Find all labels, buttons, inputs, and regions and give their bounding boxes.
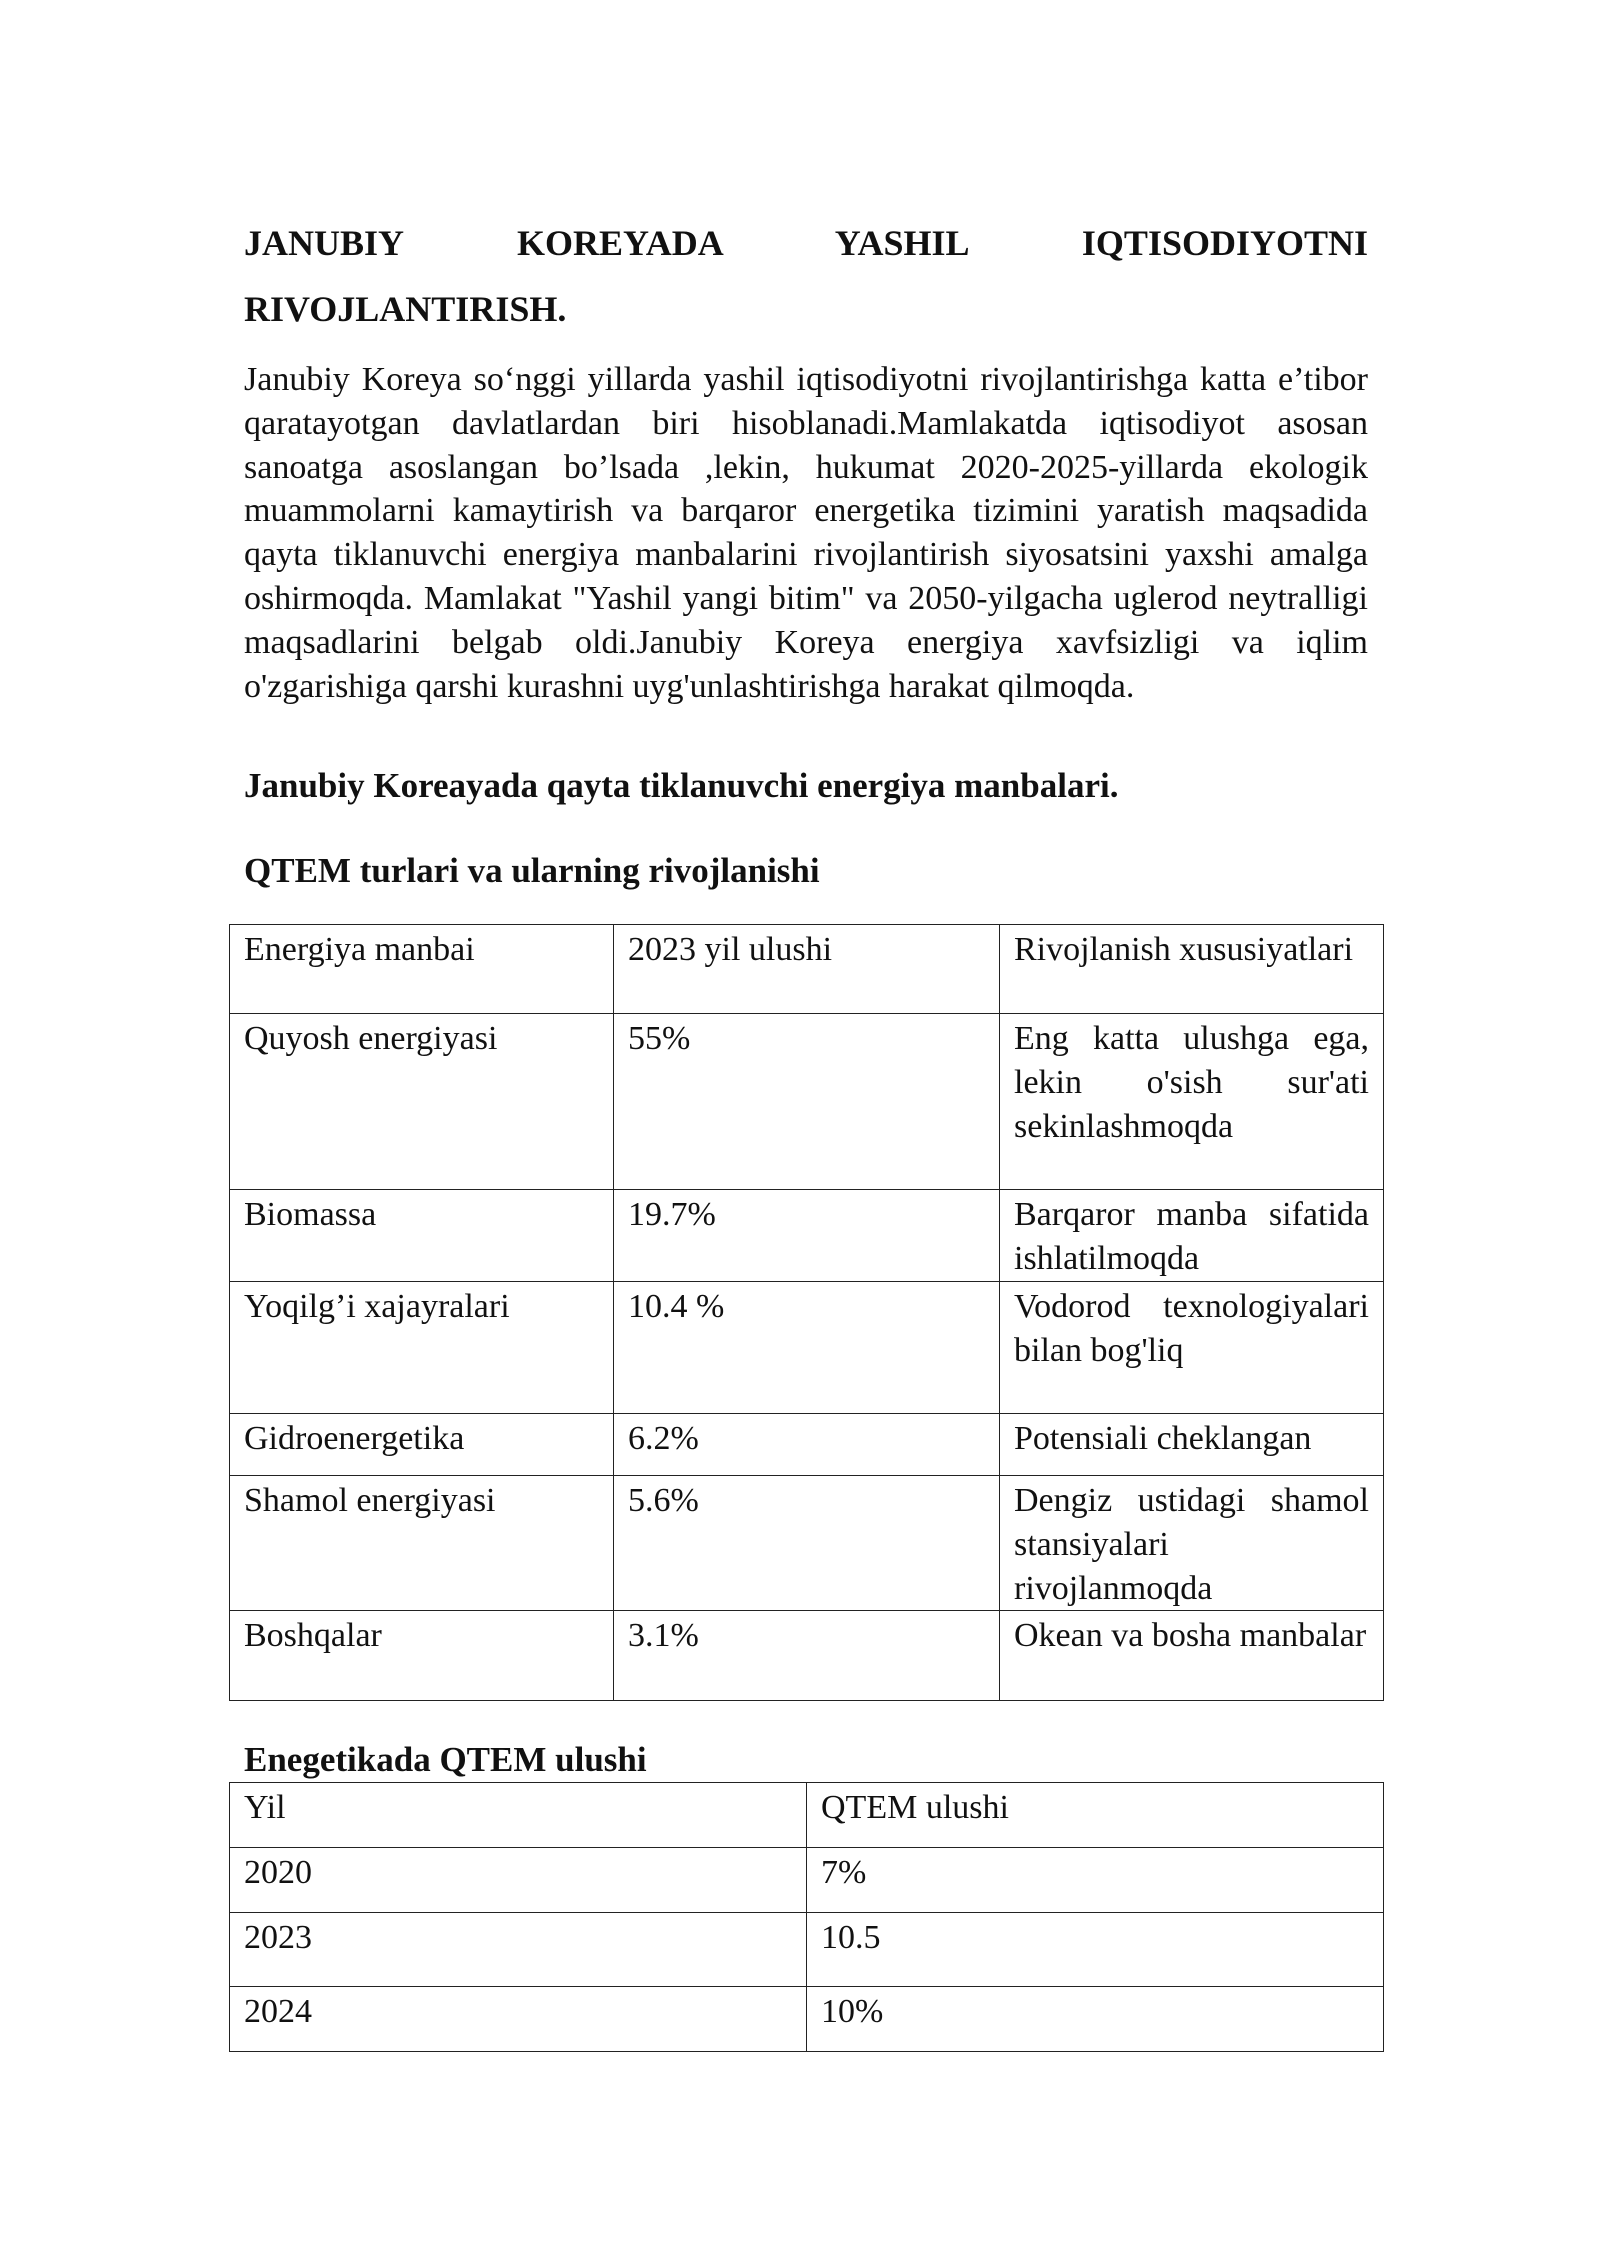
table-row <box>230 1190 1384 1282</box>
header-cell-development-features: Rivojlanish xususiyatlari <box>1000 925 1384 1014</box>
cell-year: 2023 <box>230 1913 807 1987</box>
cell-energy-source: Biomassa <box>230 1190 614 1282</box>
table-row <box>230 1476 1384 1611</box>
qtem-share-table <box>229 1782 1384 2052</box>
cell-share: 10.4 % <box>614 1282 1000 1414</box>
table-row <box>230 1014 1384 1190</box>
cell-features: Barqaror manba sifatida ishlatilmoqda <box>1000 1190 1384 1282</box>
header-cell-energy-source: Energiya manbai <box>230 925 614 1014</box>
cell-features: Dengiz ustidagi shamol stansiyalari rivojlanmoqda <box>1000 1476 1384 1611</box>
intro-paragraph: Janubiy Koreya so‘nggi yillarda yashil iqtisodiyotni rivojlantirishga katta e’tibor qaratayotgan davlatlardan biri hisoblanadi.Mamlakatda iqtisodiyot asosan sanoatga asoslangan bo’lsada ,lekin, hukumat 2020-2025-yillarda ekologik muammolarni kamaytirish va barqaror energetika tizimini yaratish maqsadida qayta tiklanuvchi energiya manbalarini rivojlantirish siyosatsini yaxshi amalga oshirmoqda. Mamlakat "Yashil yangi bitim" va 2050-yilgacha uglerod neytralligi maqsadlarini belgab oldi.Janubiy Koreya energiya xavfsizligi va iqlim o'zgarishiga qarshi kurashni uyg'unlashtirishga harakat qilmoqda. <box>244 361 1368 705</box>
cell-qtem-share: 7% <box>807 1848 1384 1913</box>
cell-features: Vodorod texnologiyalari bilan bog'liq <box>1000 1282 1384 1414</box>
table-row <box>230 1987 1384 2052</box>
table-row <box>230 1913 1384 1987</box>
header-cell-2023-share: 2023 yil ulushi <box>614 925 1000 1014</box>
cell-share: 55% <box>614 1014 1000 1190</box>
table-row <box>230 1611 1384 1701</box>
cell-year: 2024 <box>230 1987 807 2052</box>
cell-energy-source: Gidroenergetika <box>230 1414 614 1476</box>
table1-caption: QTEM turlari va ularning rivojlanishi <box>244 851 820 890</box>
table2-caption: Enegetikada QTEM ulushi <box>244 1740 647 1779</box>
qtem-types-table <box>229 924 1384 1701</box>
cell-share: 6.2% <box>614 1414 1000 1476</box>
section-heading-renewable-sources: Janubiy Koreayada qayta tiklanuvchi energiya manbalari. <box>244 766 1119 805</box>
cell-energy-source: Quyosh energiyasi <box>230 1014 614 1190</box>
table-row <box>230 1848 1384 1913</box>
cell-features: Eng katta ulushga ega, lekin o'sish sur'ati sekinlashmoqda <box>1000 1014 1384 1190</box>
table-header-row <box>230 1783 1384 1848</box>
table-row <box>230 1414 1384 1476</box>
cell-features: Okean va bosha manbalar <box>1000 1611 1384 1701</box>
cell-share: 19.7% <box>614 1190 1000 1282</box>
cell-share: 5.6% <box>614 1476 1000 1611</box>
cell-energy-source: Boshqalar <box>230 1611 614 1701</box>
cell-year: 2020 <box>230 1848 807 1913</box>
cell-energy-source: Shamol energiyasi <box>230 1476 614 1611</box>
cell-qtem-share: 10.5 <box>807 1913 1384 1987</box>
cell-features: Potensiali cheklangan <box>1000 1414 1384 1476</box>
cell-share: 3.1% <box>614 1611 1000 1701</box>
header-cell-year: Yil <box>230 1783 807 1848</box>
header-cell-qtem-share: QTEM ulushi <box>807 1783 1384 1848</box>
table-row <box>230 1282 1384 1414</box>
table-header-row <box>230 925 1384 1014</box>
cell-qtem-share: 10% <box>807 1987 1384 2052</box>
cell-energy-source: Yoqilg’i xajayralari <box>230 1282 614 1414</box>
document-title: JANUBIY KOREYADA YASHIL IQTISODIYOTNI RIVOJLANTIRISH. <box>244 223 1368 329</box>
